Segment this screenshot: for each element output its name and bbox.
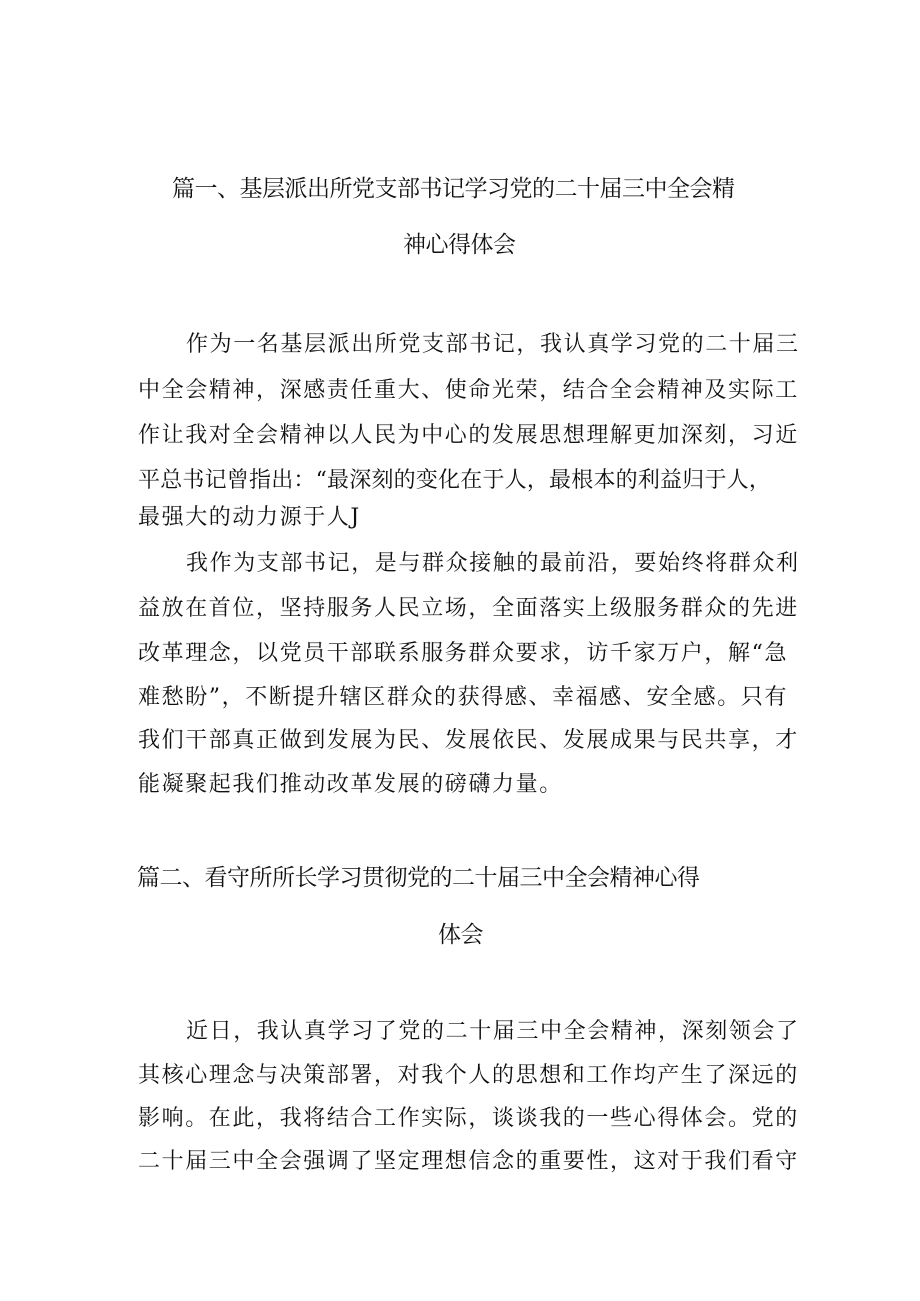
section2-p1-line2: 其核心理念与决策部署，对我个人的思想和工作均产生了深远的	[138, 1063, 799, 1088]
section1-title-line1: 篇一、基层派出所党支部书记学习党的二十届三中全会精	[172, 176, 735, 202]
section2-p1-line3: 影响。在此，我将结合工作实际，谈谈我的一些心得体会。党的	[138, 1106, 799, 1131]
section2-title-line2: 体会	[438, 922, 483, 948]
section1-p2-line5: 我们干部真正做到发展为民、发展依民、发展成果与民共享，才	[138, 728, 799, 753]
section1-p1-line5: 最强大的动力源于人J	[138, 505, 361, 530]
section1-p1-line1: 作为一名基层派出所党支部书记，我认真学习党的二十届三	[186, 332, 800, 357]
section1-p2-line1: 我作为支部书记，是与群众接触的最前沿，要始终将群众利	[186, 551, 800, 576]
section2-p1-line4: 二十届三中全会强调了坚定理想信念的重要性，这对于我们看守	[138, 1149, 799, 1174]
section1-p1-line4: 平总书记曾指出：“最深刻的变化在于人，最根本的利益归于人，	[138, 468, 772, 493]
section1-p2-line2: 益放在首位，坚持服务人民立场，全面落实上级服务群众的先进	[138, 596, 799, 621]
section1-title-line2: 神心得体会	[403, 232, 516, 258]
section2-p1-line1: 近日，我认真学习了党的二十届三中全会精神，深刻领会了	[186, 1019, 800, 1044]
section1-p1-line3: 作让我对全会精神以人民为中心的发展思想理解更加深刻，习近	[138, 423, 799, 448]
section1-p2-line6: 能凝聚起我们推动改革发展的磅礴力量。	[138, 772, 563, 797]
section1-p2-line3: 改革理念，以党员干部联系服务群众要求，访千家万户，解“急	[138, 641, 789, 666]
section1-p2-line4: 难愁盼”，不断提升辖区群众的获得感、幸福感、安全感。只有	[138, 685, 789, 710]
section2-title-line1: 篇二、看守所所长学习贯彻党的二十届三中全会精神心得	[137, 865, 700, 891]
section1-p1-line2: 中全会精神，深感责任重大、使命光荣，结合全会精神及实际工	[138, 378, 799, 403]
